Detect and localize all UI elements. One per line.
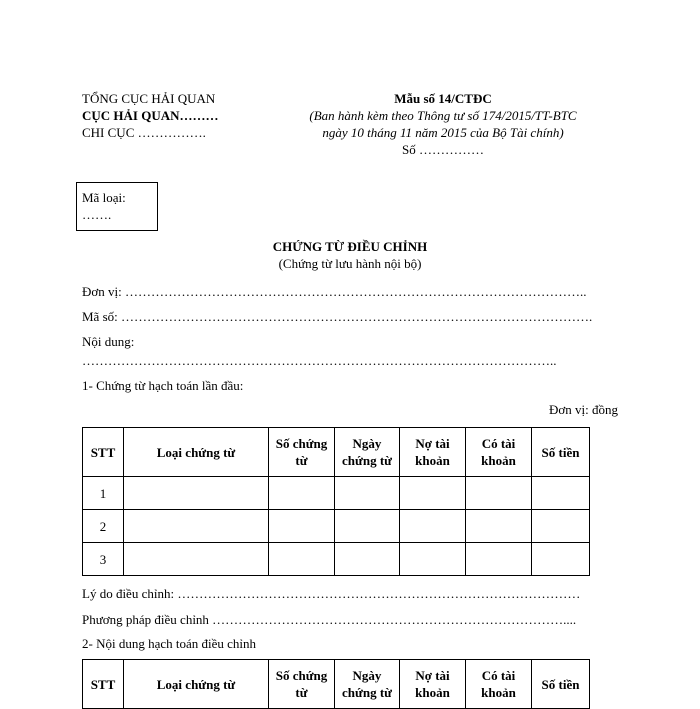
- code-type-value: …….: [82, 207, 112, 222]
- table-cell: [335, 477, 400, 510]
- form-number: Mẫu số 14/CTĐC: [394, 91, 492, 106]
- issued-note: (Ban hành kèm theo Thông tư số 174/2015/TT-BTC ngày 10 tháng 11 năm 2015 của Bộ Tài chính): [309, 108, 577, 140]
- table-cell: [532, 477, 590, 510]
- table-header-row: [83, 660, 590, 709]
- table-row: [83, 543, 590, 576]
- document-subtitle: (Chứng từ lưu hành nội bộ): [278, 256, 422, 271]
- column-header: Loại chứng từ: [124, 428, 269, 477]
- branch-name: CHI CỤC …………….: [82, 125, 206, 140]
- column-header: Ngày chứng từ: [335, 660, 400, 709]
- column-header: Số chứng từ: [269, 660, 335, 709]
- table-cell: [269, 477, 335, 510]
- section1-heading: 1- Chứng từ hạch toán lần đầu:: [82, 378, 244, 393]
- column-header: STT: [83, 428, 124, 477]
- column-header: Nợ tài khoản: [400, 660, 466, 709]
- currency-unit: Đơn vị: đồng: [549, 402, 618, 417]
- table-cell: [466, 477, 532, 510]
- form-info-block: [300, 90, 586, 158]
- table-cell: [124, 477, 269, 510]
- table-cell: [269, 543, 335, 576]
- table-cell: [124, 543, 269, 576]
- row-number: 2: [83, 510, 124, 543]
- table-header-row: [83, 428, 590, 477]
- column-header: Số chứng từ: [269, 428, 335, 477]
- column-header: Loại chứng từ: [124, 660, 269, 709]
- issuing-agency-block: [82, 90, 219, 141]
- content-field: ………………………………………………………………………………………………..: [82, 353, 557, 368]
- adjustment-reason-field: Lý do điều chỉnh: …………………………………………………………………………………: [82, 586, 581, 601]
- department-name: CỤC HẢI QUAN………: [82, 108, 219, 123]
- table-cell: [124, 510, 269, 543]
- document-title-block: [0, 238, 700, 272]
- column-header: Số tiền: [532, 660, 590, 709]
- agency-name: TỔNG CỤC HẢI QUAN: [82, 91, 216, 106]
- table-row: [83, 477, 590, 510]
- row-number: 1: [83, 477, 124, 510]
- section2-heading: 2- Nội dung hạch toán điều chỉnh: [82, 636, 257, 651]
- table-cell: [466, 543, 532, 576]
- column-header: Có tài khoản: [466, 660, 532, 709]
- table-cell: [400, 543, 466, 576]
- column-header: Nợ tài khoản: [400, 428, 466, 477]
- document-number-line: Số ……………: [402, 142, 484, 157]
- table-row: [83, 510, 590, 543]
- table-cell: [532, 543, 590, 576]
- table-cell: [335, 543, 400, 576]
- unit-field: Đơn vị: ……………………………………………………………………………………………..: [82, 284, 587, 299]
- table-cell: [269, 510, 335, 543]
- code-type-label: Mã loại:: [82, 190, 126, 205]
- column-header: STT: [83, 660, 124, 709]
- initial-entries-table: [82, 427, 590, 576]
- adjustment-method-field: Phương pháp điều chỉnh ………………………………………………………………………....: [82, 612, 577, 627]
- column-header: Số tiền: [532, 428, 590, 477]
- table-cell: [532, 510, 590, 543]
- table-cell: [400, 477, 466, 510]
- code-type-box: [76, 182, 158, 231]
- content-label: Nội dung:: [82, 334, 135, 349]
- code-field: Mã số: ……………………………………………………………………………………………….: [82, 309, 593, 324]
- column-header: Có tài khoản: [466, 428, 532, 477]
- document-title: CHỨNG TỪ ĐIỀU CHỈNH: [272, 239, 428, 254]
- adjustment-entries-table: [82, 659, 590, 709]
- table-cell: [466, 510, 532, 543]
- row-number: 3: [83, 543, 124, 576]
- table-cell: [335, 510, 400, 543]
- table-cell: [400, 510, 466, 543]
- column-header: Ngày chứng từ: [335, 428, 400, 477]
